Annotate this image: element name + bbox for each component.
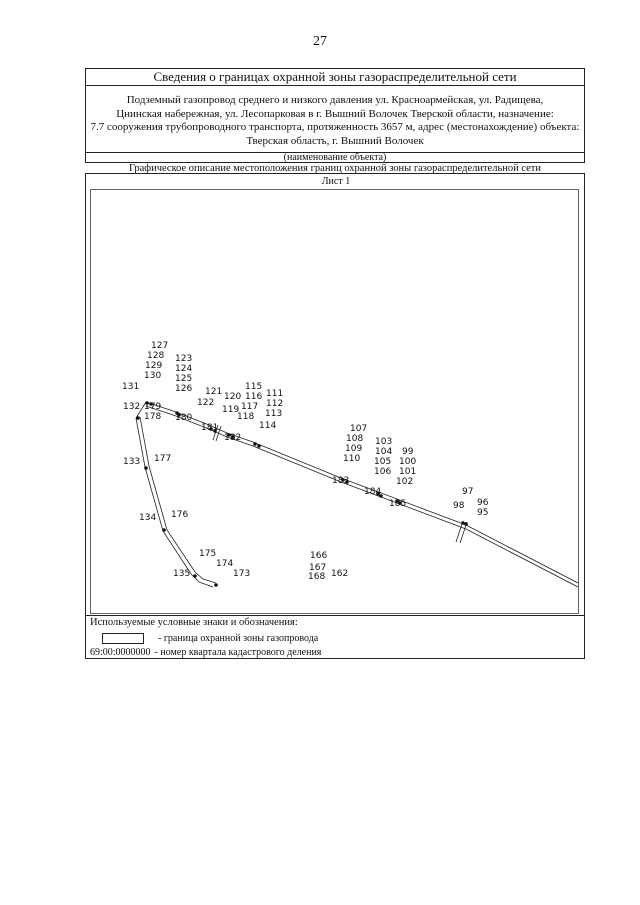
boundary-line-branch-outer [136, 418, 213, 587]
point-label: 103 [375, 437, 393, 447]
point-label: 174 [216, 559, 234, 569]
point-label: 104 [375, 447, 393, 457]
description-line: Цнинская набережная, ул. Лесопарковая в г. Вышний Волочек Тверской области, назначение: [116, 107, 554, 120]
legend-item-boundary [90, 633, 318, 644]
boundary-map [90, 189, 579, 614]
point-label: 166 [310, 551, 328, 561]
description-line: Тверская область, г. Вышний Волочек [246, 134, 424, 147]
point-label: 167 [309, 563, 327, 573]
point-label: 120 [224, 392, 242, 402]
legend-heading: Используемые условные знаки и обозначения: [90, 617, 298, 628]
point-label: 131 [122, 382, 140, 392]
point-label: 102 [396, 477, 414, 487]
page-number: 27 [313, 34, 327, 49]
point-label: 100 [399, 457, 417, 467]
point-label: 185 [389, 499, 407, 509]
legend-item-text: - номер квартала кадастрового деления [154, 647, 322, 658]
point-label: 97 [462, 487, 474, 497]
boundary-swatch-icon [102, 633, 144, 644]
point-label: 179 [144, 402, 162, 412]
point-label: 107 [350, 424, 368, 434]
point-label: 130 [144, 371, 162, 381]
point-label: 176 [171, 510, 189, 520]
point-label: 113 [265, 409, 283, 419]
point-label: 115 [245, 382, 263, 392]
boundary-map-drawing [91, 190, 578, 613]
point-label: 177 [154, 454, 172, 464]
point-label: 109 [345, 444, 363, 454]
legend-item-cadastral [90, 647, 321, 658]
point-label: 173 [233, 569, 251, 579]
description-line: Подземный газопровод среднего и низкого давления ул. Красноармейская, ул. Радищева, [126, 94, 544, 106]
point-label: 182 [224, 433, 242, 443]
point-label: 101 [399, 467, 417, 477]
point-label: 128 [147, 351, 165, 361]
graphic-section [85, 173, 585, 616]
document-title: Сведения о границах охранной зоны газораспределительной сети [85, 68, 585, 86]
point-label: 110 [343, 454, 361, 464]
point-label: 112 [266, 399, 284, 409]
point-label: 126 [175, 384, 193, 394]
point-label: 116 [245, 392, 263, 402]
point-label: 124 [175, 364, 193, 374]
point-labels [122, 341, 489, 582]
point-label: 98 [453, 501, 465, 511]
point-label: 162 [331, 569, 349, 579]
legend-item-symbol: 69:00:0000000 [90, 647, 151, 658]
point-label: 105 [374, 457, 392, 467]
point-label: 119 [222, 405, 240, 415]
point-label: 132 [123, 402, 141, 412]
point-label: 114 [259, 421, 277, 431]
point-label: 95 [477, 508, 489, 518]
point-label: 111 [266, 389, 284, 399]
object-description [85, 85, 585, 153]
document-frame [85, 68, 587, 660]
point-label: 175 [199, 549, 217, 559]
sheet-label: Лист 1 [321, 176, 351, 187]
point-label: 108 [346, 434, 364, 444]
graphic-description-title: Графическое описание местоположения границ охранной зоны газораспределительной сети [128, 163, 542, 174]
legend [85, 615, 585, 659]
point-label: 133 [123, 457, 141, 467]
point-label: 184 [364, 487, 382, 497]
description-line: 7.7 сооружения трубопроводного транспорта, протяженность 3657 м, адрес (местонахождение) объекта: [90, 121, 580, 133]
point-label: 178 [144, 412, 162, 422]
point-label: 122 [197, 398, 215, 408]
point-label: 129 [145, 361, 163, 371]
point-label: 121 [205, 387, 223, 397]
point-label: 123 [175, 354, 193, 364]
point-label: 125 [175, 374, 193, 384]
point-label: 183 [332, 476, 350, 486]
point-label: 168 [308, 572, 326, 582]
point-label: 106 [374, 467, 392, 477]
point-label: 181 [201, 423, 219, 433]
point-label: 96 [477, 498, 489, 508]
point-label: 127 [151, 341, 169, 351]
point-label: 99 [402, 447, 414, 457]
point-label: 118 [237, 412, 255, 422]
point-label: 117 [241, 402, 259, 412]
object-name-caption: (наименование объекта) [85, 152, 585, 163]
legend-item-text: - граница охранной зоны газопровода [158, 633, 319, 644]
point-label: 134 [139, 513, 157, 523]
point-label: 135 [173, 569, 191, 579]
point-label: 180 [175, 413, 193, 423]
